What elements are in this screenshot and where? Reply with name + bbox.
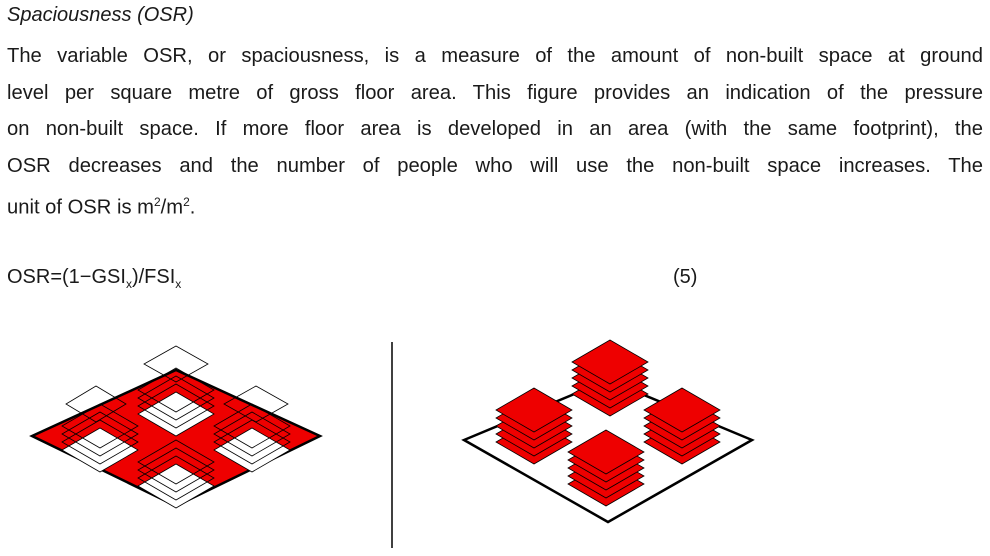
equation-subscript: x <box>175 277 182 291</box>
equation-subscript: x <box>125 277 132 291</box>
section-heading: Spaciousness (OSR) <box>7 4 194 26</box>
paragraph-line: The variable OSR, or spaciousness, is a measure of the amount of non-built space at ground <box>7 45 983 67</box>
paragraph-line: OSR decreases and the number of people who will use the non-built space increases. The <box>7 154 983 177</box>
paragraph-line: on non-built space. If more floor area is developed in an area (with the same footprint), the <box>7 118 983 140</box>
left-panel <box>32 346 320 508</box>
unit-text: unit of OSR is m <box>7 196 154 219</box>
paragraph-line: level per square metre of gross floor area. This figure provides an indication of the pressure <box>7 81 983 104</box>
osr-illustration <box>0 330 990 556</box>
unit-superscript: 2 <box>153 195 161 209</box>
body-paragraph <box>7 38 983 226</box>
unit-text: . <box>189 196 196 219</box>
equation-text: OSR=(1−GSI <box>7 266 126 288</box>
unit-superscript: 2 <box>183 195 190 209</box>
unit-text: /m <box>160 196 184 219</box>
right-panel <box>464 340 752 522</box>
paragraph-line-last <box>7 184 983 226</box>
equation-text: )/FSI <box>131 266 176 288</box>
osr-equation <box>7 266 181 291</box>
equation-number: (5) <box>673 266 698 288</box>
